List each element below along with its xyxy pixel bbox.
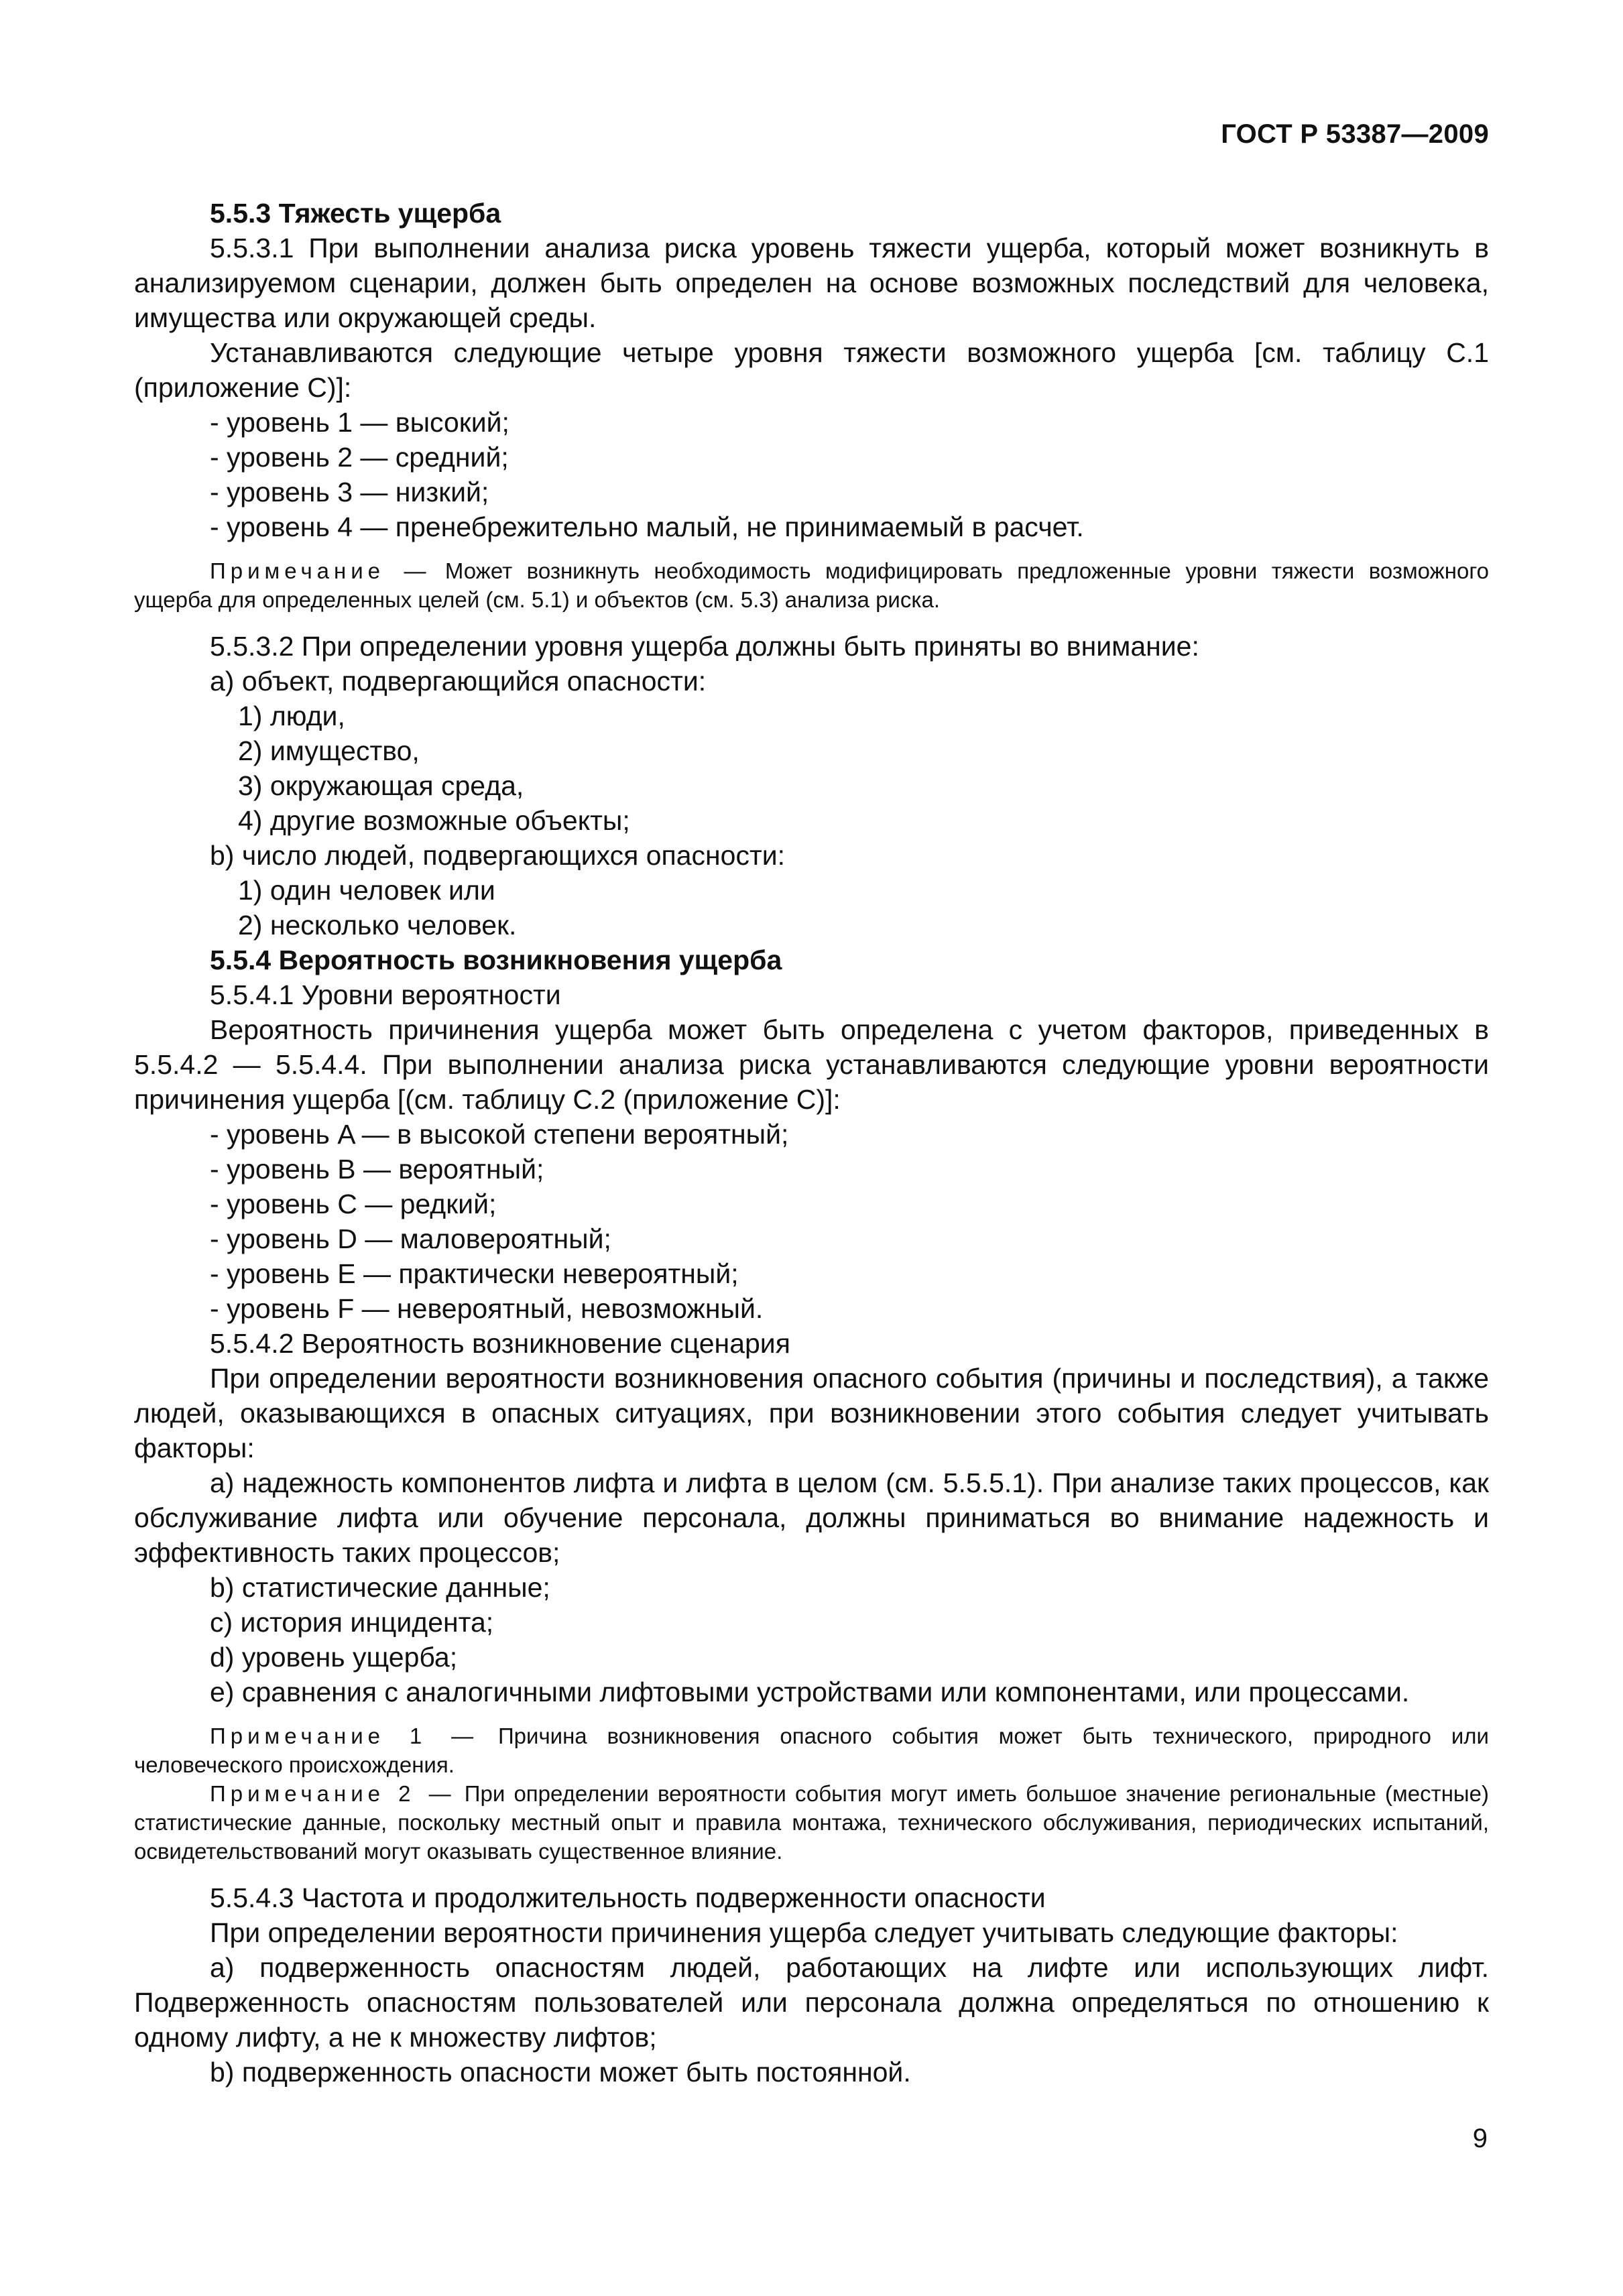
page-content <box>134 196 1489 2090</box>
paragraph-probability-intro: Вероятность причинения ущерба может быть определена с учетом факторов, приведенных в 5.5.4.2 — 5.5.4.4. При выполнении анализа риска устанавливаются следующие уровни вероятности причинения ущерба [(см. таблицу С.2 (приложение С)]: <box>134 1014 1489 1115</box>
list-item: - уровень F — невероятный, невозможный. <box>210 1293 764 1324</box>
list-item: b) статистические данные; <box>210 1572 550 1603</box>
list-item: - уровень C — редкий; <box>210 1189 497 1219</box>
list-item: a) объект, подвергающийся опасности: <box>210 666 707 697</box>
list-item: d) уровень ущерба; <box>210 1642 458 1673</box>
section-heading-5-5-4: 5.5.4 Вероятность возникновения ущерба <box>210 945 782 975</box>
subsection-heading: 5.5.4.1 Уровни вероятности <box>210 979 561 1010</box>
paragraph-severity-intro: Устанавливаются следующие четыре уровня тяжести возможного ущерба [см. таблицу С.1 (приложение С)]: <box>134 337 1489 403</box>
page-number: 9 <box>1472 2124 1488 2153</box>
list-item: - уровень 3 — низкий; <box>210 477 489 507</box>
paragraph-5-5-3-2: 5.5.3.2 При определении уровня ущерба должны быть приняты во внимание: <box>210 631 1199 662</box>
paragraph-exposure: При определении вероятности причинения ущерба следует учитывать следующие факторы: <box>210 1917 1398 1948</box>
subsection-heading: 5.5.4.2 Вероятность возникновение сценария <box>210 1328 790 1359</box>
note-severity <box>134 556 1489 614</box>
list-item: 2) несколько человек. <box>238 910 517 941</box>
note-text: При определении вероятности события могут иметь большое значение региональные (местные) статистические данные, поскольку местный опыт и правила монтажа, технического обслуживания, периодических испытаний, освидетельствований могут оказывать существенное влияние. <box>134 1781 1489 1864</box>
note-2 <box>134 1779 1489 1866</box>
note-label: Примечание 2 — <box>210 1781 456 1806</box>
note-label: Примечание 1 — <box>210 1724 479 1748</box>
subsection-heading: 5.5.4.3 Частота и продолжительность подверженности опасности <box>210 1882 1046 1913</box>
list-item: e) сравнения с аналогичными лифтовыми устройствами или компонентами, или процессами. <box>210 1677 1410 1707</box>
list-item: b) число людей, подвергающихся опасности: <box>210 840 786 871</box>
list-item: - уровень E — практически невероятный; <box>210 1258 739 1289</box>
list-item: - уровень A — в высокой степени вероятный; <box>210 1119 789 1150</box>
list-item: - уровень 4 — пренебрежительно малый, не принимаемый в расчет. <box>210 511 1084 542</box>
list-item: b) подверженность опасности может быть постоянной. <box>210 2057 911 2088</box>
paragraph-scenario: При определении вероятности возникновения опасного события (причины и последствия), а также людей, оказывающихся в опасных ситуациях, при возникновении этого события следует учитывать факторы: <box>134 1363 1489 1463</box>
list-item: 1) люди, <box>238 701 345 731</box>
list-item: - уровень 2 — средний; <box>210 442 509 473</box>
list-item: 1) один человек или <box>238 875 495 906</box>
note-1 <box>134 1721 1489 1779</box>
list-item: - уровень 1 — высокий; <box>210 407 509 438</box>
list-item: - уровень D — маловероятный; <box>210 1223 611 1254</box>
note-text: Причина возникновения опасного события может быть технического, природного или человеческого происхождения. <box>134 1724 1489 1777</box>
list-item: 3) окружающая среда, <box>238 770 524 801</box>
section-heading-5-5-3: 5.5.3 Тяжесть ущерба <box>210 198 501 229</box>
list-item: 4) другие возможные объекты; <box>238 805 630 836</box>
paragraph-5-5-3-1: 5.5.3.1 При выполнении анализа риска уровень тяжести ущерба, который может возникнуть в анализируемом сценарии, должен быть определен на основе возможных последствий для человека, имущества или окружающей среды. <box>134 233 1489 333</box>
document-id: ГОСТ Р 53387—2009 <box>1221 119 1489 149</box>
list-item: 2) имущество, <box>238 735 420 766</box>
list-item: a) надежность компонентов лифта и лифта в целом (см. 5.5.5.1). При анализе таких процессов, как обслуживание лифта или обучение персонала, должны приниматься во внимание надежность и эффективность таких процессов; <box>134 1467 1489 1568</box>
list-item: a) подверженность опасностям людей, работающих на лифте или использующих лифт. Подверженность опасностям пользователей или персонала должна определяться по отношению к одному лифту, а не к множеству лифтов; <box>134 1952 1489 2053</box>
list-item: c) история инцидента; <box>210 1607 494 1638</box>
note-text: Может возникнуть необходимость модифицировать предложенные уровни тяжести возможного ущерба для определенных целей (см. 5.1) и объектов (см. 5.3) анализа риска. <box>134 558 1489 612</box>
note-label: Примечание — <box>210 558 431 583</box>
list-item: - уровень B — вероятный; <box>210 1154 544 1185</box>
